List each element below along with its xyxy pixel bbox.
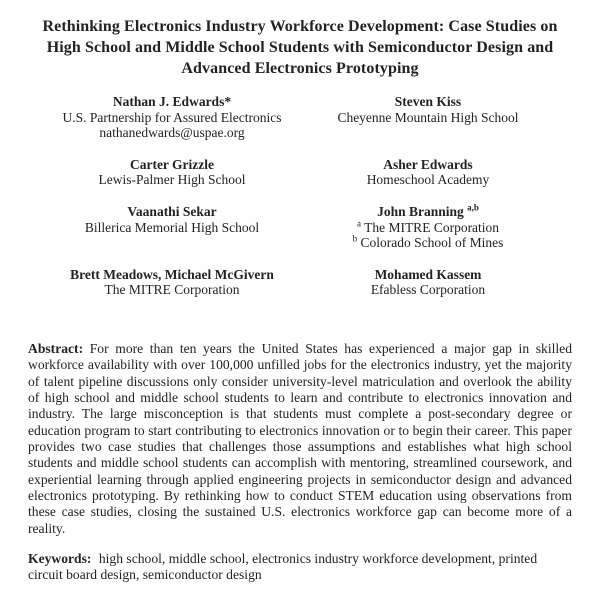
author-vaanathi-sekar [44, 204, 300, 251]
keywords-text: high school, middle school, electronics industry workforce development, printed circuit board design, semiconductor design [28, 551, 538, 583]
author-affiliation: Cheyenne Mountain High School [337, 109, 519, 125]
author-affiliation: Billerica Memorial High School [84, 219, 260, 235]
abstract-text: For more than ten years the United States has experienced a major gap in skilled workforce availability with over 100,000 unfilled jobs for the electronics industry, yet the majority of talent pipeline discussions only consider university-level matriculation and overlook the ability of high school and middle school students to learn and contribute to electronics innovation and industry. The large misconception is that students must complete a post-secondary degree or education program to start contributing to electronics innovation or to begin their career. This paper provides two case studies that challenges those assumptions and establishes what high school students and middle school students can accomplish with mentoring, streamlined coursework, and experiential learning through applied engineering projects in semiconductor design and advanced electronics prototyping. By rethinking how to conduct STEM education using observations from these case studies, closing the sustained U.S. electronics workforce gap can become more of a reality. [28, 340, 572, 536]
author-name: John Branning $^{a,b}$ [377, 202, 479, 219]
author-affiliation: The MITRE Corporation [104, 282, 240, 298]
author-name: Brett Meadows, Michael McGivern [70, 266, 274, 282]
author-affiliation-2: $^b$ Colorado School of Mines [352, 233, 504, 251]
author-affiliation: $^a$ The MITRE Corporation [356, 218, 500, 235]
author-superscript: a,b [467, 202, 479, 213]
author-name: Steven Kiss [394, 94, 462, 109]
author-meadows-mcgivern [44, 267, 300, 298]
author-affiliation: Lewis-Palmer High School [98, 172, 246, 188]
author-mohamed-kassem [300, 267, 556, 298]
author-name: Nathan J. Edwards* [112, 94, 232, 109]
author-affiliation: Efabless Corporation [370, 282, 486, 298]
author-name: Asher Edwards [383, 156, 473, 172]
affiliation-superscript-b: b [352, 233, 358, 244]
keywords-label: Keywords: [28, 551, 92, 567]
abstract-label: Abstract: [28, 340, 84, 356]
keywords-paragraph [28, 551, 572, 584]
affiliation-superscript-a: a [356, 218, 361, 229]
paper-title: Rethinking Electronics Industry Workforce Development: Case Studies on High School and Middle School Students with Semiconductor Design and Advanced Electronics Prototyping [42, 18, 558, 77]
author-steven-kiss [300, 94, 556, 141]
author-nathan-edwards [44, 94, 300, 141]
author-name: Carter Grizzle [129, 156, 215, 172]
author-asher-edwards [300, 157, 556, 188]
author-name: Mohamed Kassem [374, 266, 482, 282]
author-john-branning [300, 204, 556, 251]
author-carter-grizzle [44, 157, 300, 188]
authors-block [44, 94, 556, 298]
author-affiliation: U.S. Partnership for Assured Electronics [62, 109, 282, 125]
author-email: nathanedwards@uspae.org [99, 125, 245, 141]
author-name: Vaanathi Sekar [127, 203, 217, 219]
abstract-paragraph [28, 341, 572, 537]
author-affiliation: Homeschool Academy [366, 172, 490, 188]
